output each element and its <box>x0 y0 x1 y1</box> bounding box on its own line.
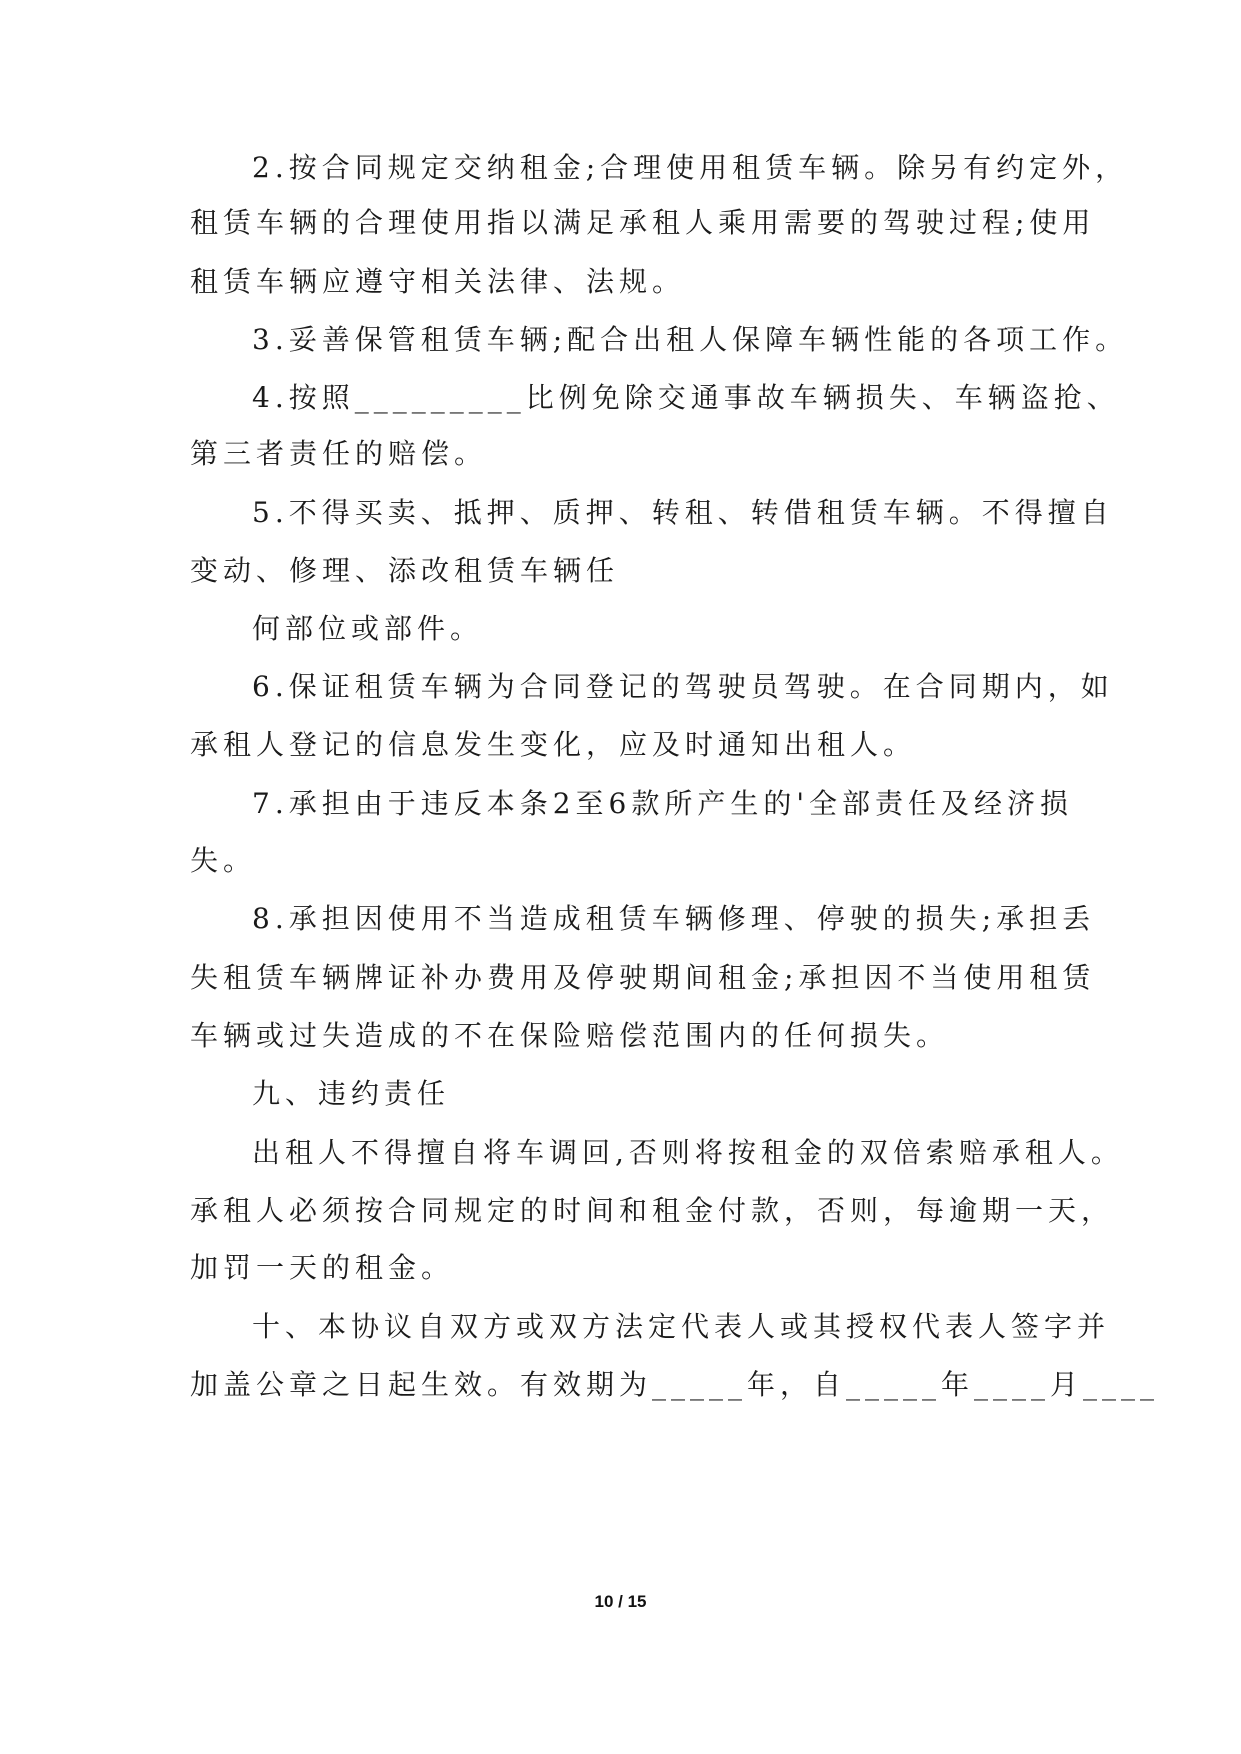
text-line: 8.承担因使用不当造成租赁车辆修理、停驶的损失;承担丢 <box>252 902 1096 935</box>
text-line: 出租人不得擅自将车调回,否则将按租金的双倍索赔承租人。 <box>252 1136 1124 1169</box>
text-line: 4.按照_________比例免除交通事故车辆损失、车辆盗抢、 <box>252 381 1120 414</box>
text-line: 承租人必须按合同规定的时间和租金付款，否则，每逾期一天， <box>190 1194 1115 1227</box>
text-line: 7.承担由于违反本条2至6款所产生的'全部责任及经济损 <box>252 787 1074 820</box>
text-line: 租赁车辆应遵守相关法律、法规。 <box>190 265 686 298</box>
text-line: 5.不得买卖、抵押、质押、转租、转借租赁车辆。不得擅自 <box>252 496 1114 529</box>
text-line: 第三者责任的赔偿。 <box>190 437 488 470</box>
text-line: 2.按合同规定交纳租金;合理使用租赁车辆。除另有约定外， <box>252 151 1129 184</box>
text-line: 车辆或过失造成的不在保险赔偿范围内的任何损失。 <box>190 1019 950 1052</box>
text-line: 承租人登记的信息发生变化，应及时通知出租人。 <box>190 728 917 761</box>
text-line: 6.保证租赁车辆为合同登记的驾驶员驾驶。在合同期内，如 <box>252 670 1114 703</box>
text-line: 3.妥善保管租赁车辆;配合出租人保障车辆性能的各项工作。 <box>252 323 1129 356</box>
text-line: 加罚一天的租金。 <box>190 1251 455 1284</box>
text-line: 失租赁车辆牌证补办费用及停驶期间租金;承担因不当使用租赁 <box>190 961 1096 994</box>
text-line: 失。 <box>190 844 257 877</box>
section-heading: 九、违约责任 <box>252 1077 451 1110</box>
text-line: 十、本协议自双方或双方法定代表人或其授权代表人签字并 <box>252 1310 1111 1343</box>
text-line: 变动、修理、添改租赁车辆任 <box>190 554 620 587</box>
page-number: 10 / 15 <box>594 1592 647 1611</box>
text-line: 何部位或部件。 <box>252 612 484 645</box>
text-line: 加盖公章之日起生效。有效期为_____年，自_____年____月____ <box>190 1368 1160 1401</box>
text-line: 租赁车辆的合理使用指以满足承租人乘用需要的驾驶过程;使用 <box>190 206 1096 239</box>
